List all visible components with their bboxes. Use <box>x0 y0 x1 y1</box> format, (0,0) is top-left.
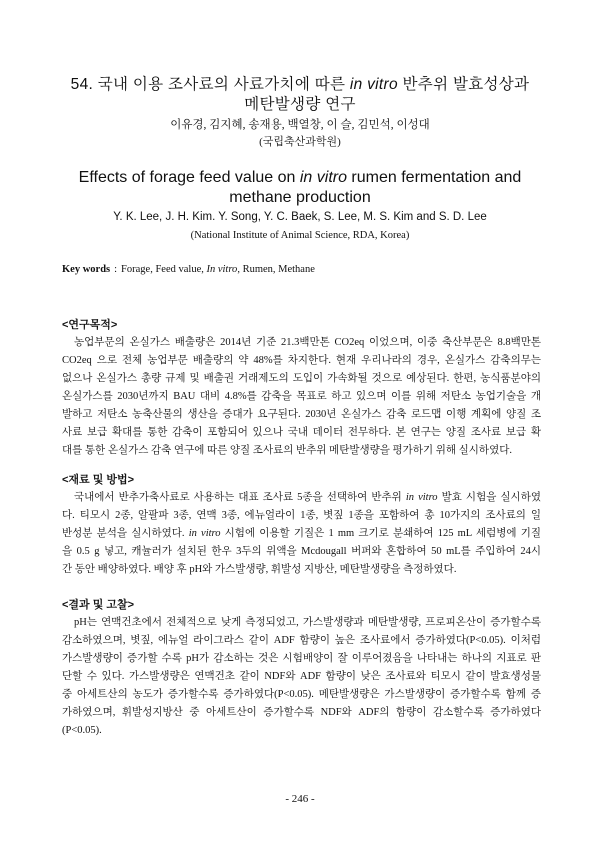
body-line: 감소하였으며, 볏짚, 에뉴얼 라이그라스 같이 ADF 함량이 높은 조사료에서 증가하였다(P<0.05). 이처럼 <box>62 635 541 646</box>
title-english <box>60 168 540 208</box>
body-line: pH는 연맥건초에서 전체적으로 낮게 측정되었고, 가스발생량과 메탄발생량, 프로피온산이 증가할수록 <box>74 617 541 628</box>
body-line: 없으나 온실가스 총량 규제 및 배출권 거래제도의 도입이 가속화될 것으로 예상된다. 한편, 농식품분야의 <box>62 373 541 384</box>
section-heading-results: <결과 및 고찰> <box>62 599 135 611</box>
body-line: 중 아세트산의 농도가 증가할수록 증가하였다(P<0.05). 메탄발생량은 가스발생량이 증가할수록 함께 증 <box>62 689 541 700</box>
keywords <box>62 262 541 278</box>
italic-term: In vitro <box>206 264 238 275</box>
title-korean-line: 54. 국내 이용 조사료의 사료가치에 따른 in vitro 반추위 발효성상과 <box>70 76 530 93</box>
body-line: 대를 통한 온실가스 감축 연구에 따른 양질 조사료의 반추위 메탄발생량을 평가하기 위해 실시하였다. <box>62 445 512 456</box>
keywords-separator: : <box>114 264 118 275</box>
title-korean <box>60 75 540 115</box>
body-line: 가하였으며, 휘발성지방산 중 아세트산이 증가할수록 NDF와 ADF의 함량이 감소할수록 증가하였다 <box>62 707 541 718</box>
keywords-list: Forage, Feed value, In vitro, Rumen, Methane <box>121 264 315 275</box>
body-line: 반성분 분석을 실시하였다. in vitro 시험에 이용할 기질은 1 mm 크기로 분쇄하여 125 mL 세럼병에 기질 <box>62 528 542 539</box>
keywords-label: Key words <box>62 264 111 275</box>
body-line: 단할 수 있다. 가스발생량은 연맥건초 같이 NDF와 ADF 함량이 낮은 조사료와 티모시 같이 발효생성물 <box>62 671 541 682</box>
section-heading-purpose: <연구목적> <box>62 319 118 331</box>
body-line: 온실가스를 2030년까지 BAU 대비 4.8%를 감축을 목표로 하고 있으며 이를 위해 저탄소 농업기술을 개 <box>62 391 541 402</box>
italic-term: in vitro <box>299 169 347 186</box>
body-line: (P<0.05). <box>62 725 102 736</box>
page-number: - 246 - <box>285 793 315 805</box>
authors-english: Y. K. Lee, J. H. Kim. Y. Song, Y. C. Baek, S. Lee, M. S. Kim and S. D. Lee <box>113 211 487 223</box>
title-english-line: Effects of forage feed value on in vitro rumen fermentation and <box>78 169 522 186</box>
body-line: CO2eq 으로 전체 농업부문 배출량의 약 48%를 차지한다. 현재 우리나라의 경우, 온실가스 감축의무는 <box>62 355 541 366</box>
body-line: 가스발생량이 증가할 수록 pH가 감소하는 것은 시험배양이 잘 이루어졌음을 나타내는 하나의 지표로 판 <box>62 653 541 664</box>
title-english-line: methane production <box>229 189 371 206</box>
body-line: 간 동안 배양하였다. 배양 후 pH와 가스발생량, 휘발성 지방산, 메탄발생량을 측정하였다. <box>62 564 457 575</box>
section-body-purpose <box>62 334 541 460</box>
body-line: 을 0.5 g 넣고, 캐뉼러가 설치된 한우 3두의 위액을 Mcdougall 버퍼와 혼합하여 50 mL를 주입하여 24시 <box>62 546 541 557</box>
affiliation-english: (National Institute of Animal Science, RDA, Korea) <box>190 230 410 241</box>
italic-term: in vitro <box>349 76 398 93</box>
section-heading-methods: <재료 및 방법> <box>62 474 135 486</box>
section-body-results <box>62 614 541 740</box>
body-line: 국내에서 반추가축사료로 사용하는 대표 조사료 5종을 선택하여 반추위 in vitro 발효 시험을 실시하였 <box>74 492 541 503</box>
section-body-methods <box>62 489 541 579</box>
body-line: 다. 티모시 2종, 알팔파 3종, 연맥 3종, 에뉴얼라이 1종, 볏짚 1종을 포함하여 총 10가지의 조사료의 일 <box>62 510 541 521</box>
affiliation-korean: (국립축산과학원) <box>259 136 341 148</box>
italic-term: in vitro <box>405 492 438 503</box>
body-line: 발하고 저탄소 농축산물의 생산을 증대가 요구된다. 2030년 온실가스 감축 로드맵 이행 계획에 양질 조 <box>62 409 541 420</box>
body-line: 농업부문의 온실가스 배출량은 2014년 기준 21.3백만톤 CO2eq 이었으며, 이중 축산부문은 8.8백만톤 <box>74 337 541 348</box>
italic-term: in vitro <box>188 528 221 539</box>
body-line: 사료 보급 확대를 통한 감축이 포함되어 있으나 국내 데이터 전무하다. 본 연구는 양질 조사료 보급 확 <box>62 427 541 438</box>
authors-korean: 이유경, 김지혜, 송재용, 백열창, 이 슬, 김민석, 이성대 <box>170 119 430 131</box>
title-korean-line: 메탄발생량 연구 <box>244 96 356 113</box>
